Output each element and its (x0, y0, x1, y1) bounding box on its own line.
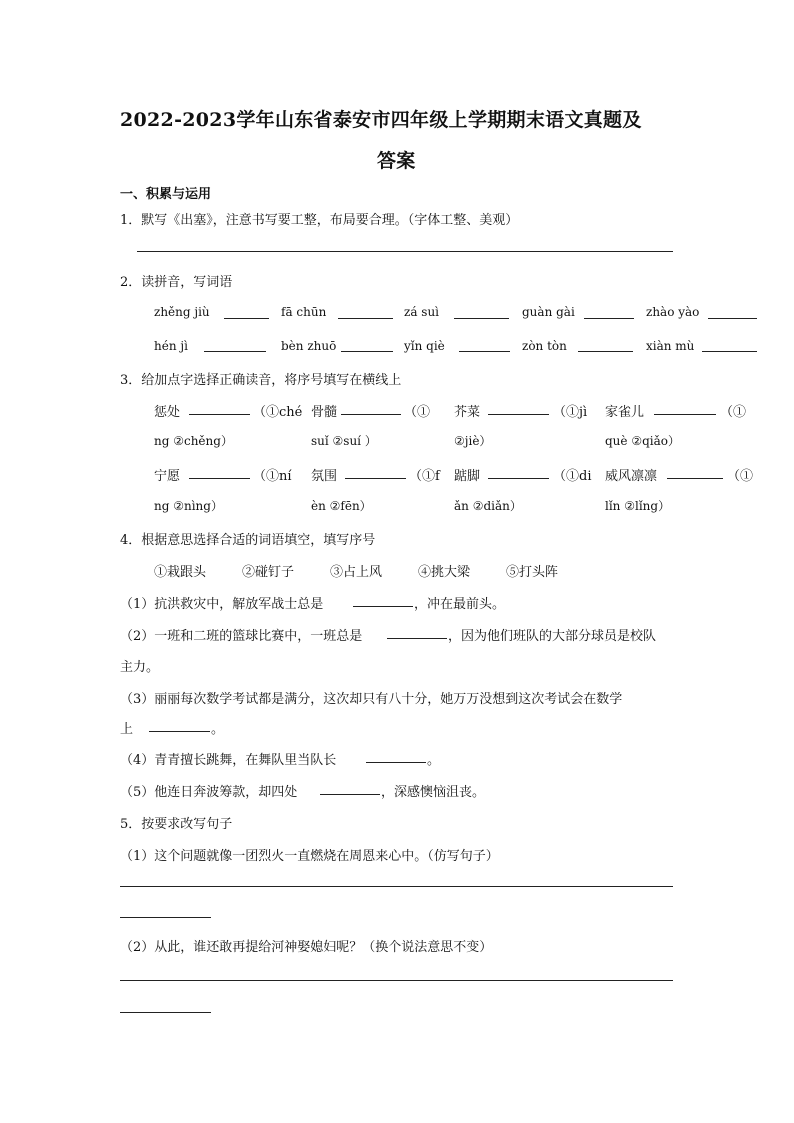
q4-item-2-cont: 主力。 (120, 660, 160, 675)
q4-item-2-end: ，因为他们班队的大部分球员是校队 (448, 629, 657, 644)
q3-option-cont: lǐn ②lǐng） (605, 499, 671, 513)
q3-word: 威风凛凛 (605, 469, 658, 484)
pinyin-item: yǐn qiè (404, 339, 445, 353)
q3-option-cont: ②jiè） (454, 434, 492, 448)
q4-option: ②碰钉子 (242, 565, 295, 580)
answer-blank[interactable] (189, 414, 250, 415)
q4-option: ④挑大梁 (418, 565, 471, 580)
answer-blank[interactable] (224, 318, 269, 319)
q3-option-cont: ǎn ②diǎn） (454, 499, 522, 513)
q3-word: 芥菜 (454, 405, 481, 420)
q4-item-4-end: 。 (427, 753, 441, 768)
answer-line-q1[interactable] (137, 251, 673, 252)
pinyin-item: fā chūn (281, 305, 327, 319)
pinyin-item: guàn gài (522, 305, 575, 319)
q3-option: （① (404, 405, 431, 420)
q5-item-1: （1）这个问题就像一团烈火一直燃烧在周恩来心中。（仿写句子） (120, 849, 499, 864)
q3-word: 骨髓 (311, 405, 338, 420)
pinyin-item: zhěng jiù (154, 305, 210, 319)
q3-word: 氛围 (311, 469, 338, 484)
q3-word: 宁愿 (154, 469, 181, 484)
question-2: 2．读拼音，写词语 (120, 275, 233, 290)
answer-line-q5-1-end[interactable] (120, 917, 211, 918)
q5-item-2: （2）从此，谁还敢再提给河神娶媳妇呢？（换个说法意思不变） (120, 940, 493, 955)
pinyin-item: hén jì (154, 339, 188, 353)
q3-option-cont: èn ②fēn） (311, 499, 372, 513)
answer-blank[interactable] (702, 351, 757, 352)
q3-option: （①di (553, 469, 592, 484)
answer-blank[interactable] (708, 318, 757, 319)
answer-blank[interactable] (338, 318, 393, 319)
section-heading: 一、积累与运用 (120, 187, 212, 202)
answer-blank[interactable] (654, 414, 716, 415)
q3-option: （①f (409, 469, 440, 484)
q4-item-1: （1）抗洪救灾中，解放军战士总是 (120, 597, 324, 612)
q4-option: ③占上风 (330, 565, 383, 580)
q4-item-3-cont: 上 (120, 722, 134, 737)
q4-item-2: （2）一班和二班的篮球比赛中，一班总是 (120, 629, 363, 644)
answer-blank[interactable] (320, 794, 380, 795)
answer-blank[interactable] (366, 762, 426, 763)
pinyin-item: zòn tòn (522, 339, 567, 353)
q4-item-3-end: 。 (211, 722, 225, 737)
pinyin-item: zhào yào (646, 305, 700, 319)
q3-option-cont: ng ②chěng） (154, 434, 233, 448)
answer-blank[interactable] (488, 478, 549, 479)
answer-blank[interactable] (578, 351, 633, 352)
answer-blank[interactable] (345, 478, 406, 479)
q3-option: （① (720, 405, 747, 420)
document-title-line2: 答案 (377, 150, 416, 172)
q3-word: 惩处 (154, 405, 181, 420)
answer-blank[interactable] (189, 478, 250, 479)
q4-option: ⑤打头阵 (506, 565, 559, 580)
document-title-line1: 2022-2023学年山东省泰安市四年级上学期期末语文真题及 (120, 109, 642, 131)
answer-blank[interactable] (149, 731, 210, 732)
q3-option: （①ní (253, 469, 292, 484)
q4-option: ①栽跟头 (154, 565, 207, 580)
q3-word: 踮脚 (454, 469, 481, 484)
answer-blank[interactable] (341, 414, 401, 415)
answer-blank[interactable] (353, 606, 413, 607)
q3-option: （① (727, 469, 754, 484)
answer-blank[interactable] (459, 351, 510, 352)
answer-blank[interactable] (488, 414, 549, 415)
answer-line-q5-1[interactable] (120, 886, 673, 887)
q3-option-cont: suǐ ②suí ） (311, 434, 377, 448)
question-3: 3．给加点字选择正确读音，将序号填写在横线上 (120, 373, 402, 388)
pinyin-item: bèn zhuō (281, 339, 337, 353)
pinyin-item: xiàn mù (646, 339, 695, 353)
q3-option: （①ché (253, 405, 303, 420)
answer-blank[interactable] (454, 318, 509, 319)
answer-blank[interactable] (667, 478, 723, 479)
pinyin-item: zá suì (404, 305, 440, 319)
question-1: 1．默写《出塞》，注意书写要工整，布局要合理。（字体工整、美观） (120, 213, 519, 228)
q4-item-3: （3）丽丽每次数学考试都是满分，这次却只有八十分，她万万没想到这次考试会在数学 (120, 692, 623, 707)
q4-item-5: （5）他连日奔波筹款，却四处 (120, 785, 298, 800)
answer-blank[interactable] (204, 351, 266, 352)
question-4: 4．根据意思选择合适的词语填空，填写序号 (120, 533, 376, 548)
q3-word: 家雀儿 (605, 405, 645, 420)
q4-item-5-end: ，深感懊恼沮丧。 (381, 785, 486, 800)
q4-item-4: （4）青青擅长跳舞，在舞队里当队长 (120, 753, 337, 768)
q3-option-cont: què ②qiǎo） (605, 434, 680, 448)
answer-line-q5-2[interactable] (120, 980, 673, 981)
answer-blank[interactable] (584, 318, 634, 319)
answer-blank[interactable] (387, 638, 447, 639)
q3-option-cont: ng ②nìng） (154, 499, 223, 513)
q3-option: （①jì (553, 405, 588, 420)
question-5: 5．按要求改写句子 (120, 817, 233, 832)
q4-item-1-end: ，冲在最前头。 (414, 597, 506, 612)
answer-line-q5-2-end[interactable] (120, 1012, 211, 1013)
answer-blank[interactable] (341, 351, 393, 352)
